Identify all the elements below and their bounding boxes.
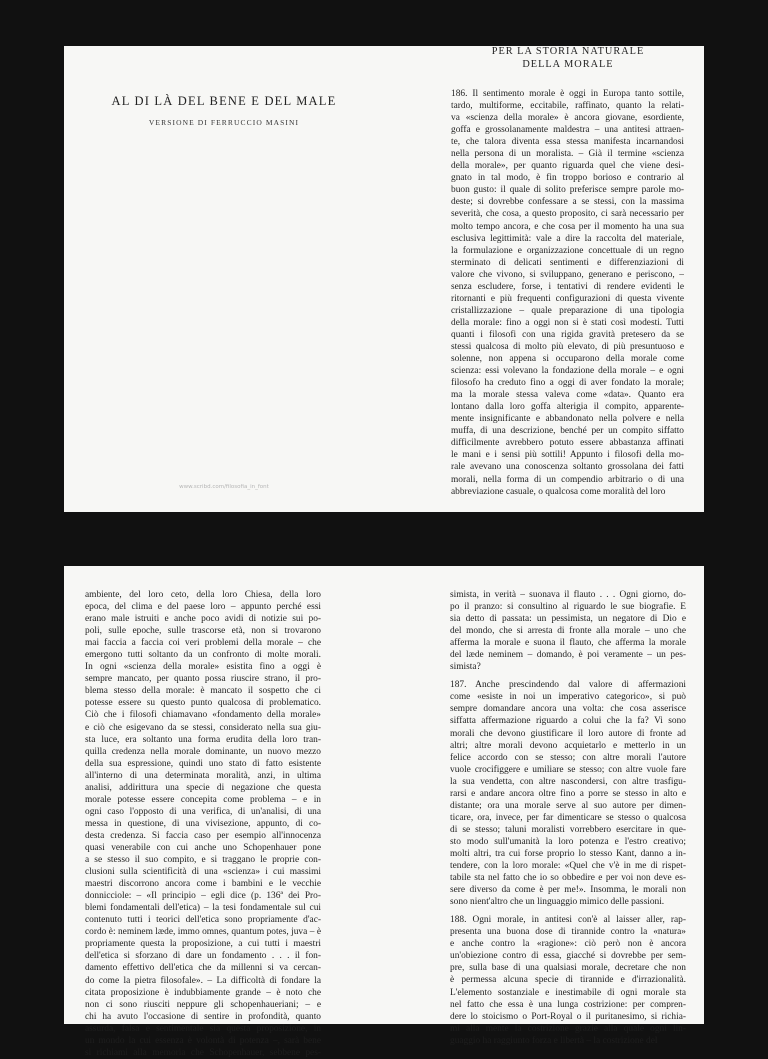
text-line: contenuto tutti i teorici dell'etica sono propriamente d'ac- bbox=[85, 915, 321, 926]
text-line: mai faccia a faccia coi veri problemi della morale – che bbox=[85, 638, 321, 649]
text-line: rarsi e andare ancora oltre fino a porre se stesso in alto e bbox=[450, 788, 686, 799]
text-line: simista, in verità – suonava il flauto . . . Ogni giorno, do- bbox=[450, 590, 686, 600]
text-line: blemi fondamentali dell'etica) – la tesi fondamentale sul cui bbox=[85, 903, 321, 914]
chapter-heading-line-1: PER LA STORIA NATURALE bbox=[491, 46, 645, 57]
text-line: distante; ora una morale serve al suo autore per dimen- bbox=[450, 800, 686, 811]
text-line: è permessa alcuna specie di tirannide e d'irrazionalità. bbox=[450, 975, 686, 986]
text-line: morali, nella forma di un compendio arbitrario o di una bbox=[451, 474, 684, 485]
text-line: analisi, addirittura una specie di negazione che questa bbox=[85, 782, 321, 793]
text-line: do come la pietra filosofale». – La difficoltà di fondare la bbox=[85, 975, 321, 986]
text-line: all'interno di una determinata moralità, anzi, in ultima bbox=[85, 770, 321, 781]
text-line: pre, sulla base di una qualsiasi morale, decretare che non bbox=[450, 963, 686, 974]
text-line: gnato in tal modo, è fin troppo borioso e contrario al bbox=[451, 173, 684, 184]
text-line: la sua vendetta, con altre nascondersi, con altre trasfigu- bbox=[450, 776, 686, 787]
text-line: esclusiva legittimità: vale a dire la raccolta del materiale, bbox=[451, 233, 684, 244]
text-line: cristallizzazione – quale preparazione di una tipologia bbox=[451, 305, 684, 316]
sections-187-188-text bbox=[450, 589, 686, 1047]
text-line: ogni caso l'opposto di una verifica, di un'analisi, di una bbox=[85, 806, 321, 817]
continuation-text bbox=[85, 589, 321, 1059]
text-line: stessi qualcosa di molto più elevato, di più presuntuoso e bbox=[451, 341, 684, 352]
text-line: chi ha avuto l'occasione di sentire in profondità, quanto bbox=[85, 1011, 321, 1022]
text-line: potesse essere su questo punto qualcosa di problematico. bbox=[85, 698, 321, 709]
text-line: della sua espressione, quindi uno stato di fatto esistente bbox=[85, 758, 321, 769]
text-line: donnicciole: – «Il principio – egli dice (p. 136ª dei Pro- bbox=[85, 891, 321, 902]
text-line: scienza: essi volevano la fondazione della morale – e ogni bbox=[451, 366, 684, 377]
text-line: della morale: fino a oggi non si è stati così modesti. Tutti bbox=[451, 317, 684, 328]
text-line: maestri discorrono ancora come i bambini e le vecchie bbox=[85, 879, 321, 890]
text-line: ma la morale stessa valeva come «data». Quanto era bbox=[451, 390, 684, 401]
text-line: desta credenza. Si faccia caso per esempio all'innocenza bbox=[85, 830, 321, 841]
text-line: 186. Il sentimento morale è oggi in Europa tanto sottile, bbox=[451, 89, 684, 99]
text-line: sta luce, era soltanto una forma erudita della loro tran- bbox=[85, 734, 321, 745]
text-line: dell'etica si sforzano di dare un fondamento . . . il fon- bbox=[85, 951, 321, 962]
text-line: guaggio ha raggiunto forza e libertà – la costrizione del bbox=[450, 1035, 658, 1046]
text-line: molti altri, tra cui forse proprio lo stesso Kant, danno a in- bbox=[450, 848, 686, 859]
text-line: simista? bbox=[450, 662, 481, 673]
text-line: del mondo, che si arresta di fronte alla morale – uno che bbox=[450, 626, 686, 637]
text-line: altri; altre morali devono acquietarlo e metterlo in un bbox=[450, 740, 686, 751]
text-line: siffatta affermazione riguardo a colui che la fa? Vi sono bbox=[450, 716, 686, 727]
text-line: e ciò che esigevano da se stessi, considerato nella sua giu- bbox=[85, 722, 321, 733]
text-line: epoca, del clima e del paese loro – appunto perché essi bbox=[85, 602, 321, 613]
text-line: damento effettivo dell'etica che da millenni si va cercan- bbox=[85, 963, 321, 974]
text-line: citata proposizione è indubbiamente grande – è noto che bbox=[85, 987, 321, 998]
text-line: felice accordo con se stesso; con altre morali l'autore bbox=[450, 752, 686, 763]
text-line: blema stesso della morale: è mancato il sospetto che ci bbox=[85, 686, 321, 697]
text-line: la formulazione e organizzazione concettuale di un regno bbox=[451, 245, 684, 256]
text-line: buon gusto: il quale di solito preferisce sempre parole mo- bbox=[451, 185, 684, 196]
text-line: filosofo ha creduto fino a oggi di aver fondato la morale; bbox=[451, 378, 684, 389]
text-line: non ci sono riusciti neppure gli schopenhaueriani; – e bbox=[85, 999, 321, 1010]
page-top-left bbox=[64, 46, 384, 512]
text-line: 187. Anche prescindendo dal valore di affermazioni bbox=[450, 680, 686, 691]
paragraph-continued bbox=[450, 589, 686, 673]
text-line: ritornanti e più frequenti configurazioni di questa vivente bbox=[451, 293, 684, 304]
text-line: sere diverso da come è per me!». Insomma, le morali non bbox=[450, 885, 686, 896]
text-line: solenne, non appena si occuparono della morale come bbox=[451, 354, 684, 365]
text-line: te, che talora diventa essa stessa manifesta incarnandosi bbox=[451, 137, 684, 148]
text-line: morali che devono giustificare il loro autore di fronte ad bbox=[450, 728, 686, 739]
text-line: si richiami alla memoria che Schopenhauer, sebbene pes- bbox=[85, 1047, 321, 1058]
text-line: deste; si dovrebbe confessare a se stessi, con la massima bbox=[451, 197, 684, 208]
text-line: difficilmente avrebbero potuto essere abbastanza affinati bbox=[451, 438, 684, 449]
text-line: messa in questione, di una vivisezione, appunto, di co- bbox=[85, 818, 321, 829]
text-line: L'elemento sostanziale e inestimabile di ogni morale sta bbox=[450, 987, 686, 998]
text-line: po il pranzo: si consultino al riguardo le sue biografie. E bbox=[450, 602, 686, 613]
text-line: morale potesse essere concepita come problema – e in bbox=[85, 794, 321, 805]
text-line: clusioni sulla scientificità di una «scienza» i cui massimi bbox=[85, 867, 321, 878]
title-block bbox=[64, 94, 384, 127]
text-line: a se stesso il suo compito, e si traggano le proprie con- bbox=[85, 855, 321, 866]
text-line: erano male istruiti e anche poco avidi di notizie sui po- bbox=[85, 614, 321, 625]
text-line: mi alla mente la costrizione grazie alla quale ogni lin- bbox=[450, 1023, 686, 1034]
text-line: valore che vivono, si sviluppano, generano e periscono, – bbox=[451, 269, 684, 280]
chapter-heading-line-2: DELLA MORALE bbox=[522, 58, 614, 70]
text-line: sempre domandare ancora una volta: che cosa asserisce bbox=[450, 704, 686, 715]
text-line: tendere, con la loro morale: «Quel che v'è in me di rispet- bbox=[450, 861, 686, 872]
text-line: nel fatto che essa è una lunga costrizione: per compren- bbox=[450, 999, 686, 1010]
section-186-text bbox=[451, 88, 684, 498]
text-line: tabile sta nel fatto che io so obbedire e per voi non deve es- bbox=[450, 873, 686, 884]
text-line: presenta una buona dose di tirannide contro la «natura» bbox=[450, 927, 686, 938]
text-line: quasi venerabile con cui anche uno Schopenhauer pone bbox=[85, 842, 321, 853]
watermark: www.scribd.com/filosofia_in_font bbox=[179, 484, 269, 490]
text-line: vuole crocifiggere e umiliare se stesso; con altre vuole fare bbox=[450, 764, 686, 775]
text-line: In ogni «scienza della morale» esistita fino a oggi è bbox=[85, 662, 321, 673]
text-line: le mani e i sensi più sottili! Appunto i filosofi della mo- bbox=[451, 450, 684, 461]
text-line: sempre mancato, per quanto possa riuscire strano, il pro- bbox=[85, 674, 321, 685]
text-line: mente insignificante e abbandonato nella polvere e nella bbox=[451, 414, 684, 425]
text-line: propriamente questa la proposizione, a cui tutti i maestri bbox=[85, 939, 321, 950]
text-line: e anche contro la «ragione»: ciò però non è ancora bbox=[450, 939, 686, 950]
chapter-heading bbox=[450, 46, 686, 71]
page-bottom-left bbox=[64, 566, 384, 1058]
text-line: quanti i filosofi con una rigida gravità pretesero da se bbox=[451, 329, 684, 340]
text-line: abbreviazione casuale, o qualcosa come moralità del loro bbox=[451, 486, 666, 497]
text-line: sto modo sull'umanità la loro potenza e l'estro creativo; bbox=[450, 836, 686, 847]
text-line: va «scienza della morale» è ancora giovane, esordiente, bbox=[451, 113, 684, 124]
text-line: come «esiste in noi un imperativo categorico», si può bbox=[450, 692, 686, 703]
text-line: rale avevano una conoscenza soltanto grossolana dei fatti bbox=[451, 462, 684, 473]
text-line: severità, che cosa, a questo proposito, ci sarà necessario per bbox=[451, 209, 684, 220]
page-top-right bbox=[384, 46, 704, 512]
text-line: di se stesso; taluni moralisti vorrebbero esercitare in que- bbox=[450, 824, 686, 835]
text-line: cordo è: neminem læde, immo omnes, quantum potes, juva – è bbox=[85, 927, 321, 938]
text-line: Ciò che i filosofi chiamavano «fondamento della morale» bbox=[85, 710, 321, 721]
page-bottom-right bbox=[384, 566, 704, 1046]
text-line: sterminato di delicati sentimenti e differenziazioni di bbox=[451, 257, 684, 268]
text-line: lontano dalla loro goffa alterigia il compito, apparente- bbox=[451, 402, 684, 413]
text-line: afferma la morale e suona il flauto, che afferma la morale bbox=[450, 638, 686, 649]
text-line: 188. Ogni morale, in antitesi con'è al laisser aller, rap- bbox=[450, 915, 686, 926]
text-line: muffa, di una descrizione, benché per un compito siffatto bbox=[451, 426, 684, 437]
text-line: nella persona di un moralista. – Già il termine «scienza bbox=[451, 149, 684, 160]
text-line: della morale», per quanto riguarda quel che viene desi- bbox=[451, 161, 684, 172]
text-line: sono nient'altro che un linguaggio mimico delle passioni. bbox=[450, 897, 665, 908]
text-line: assurda, falsa e sentimentale sia questa proposizione, in bbox=[85, 1023, 321, 1034]
translator-subtitle: VERSIONE DI FERRUCCIO MASINI bbox=[148, 118, 300, 127]
text-line: dere lo stoicismo o Port-Royal o il puritanesimo, si richia- bbox=[450, 1011, 686, 1022]
text-line: un mondo la cui essenza è volontà di potenza –, sarà bene bbox=[85, 1035, 321, 1046]
text-line: goffa e grossolanamente maldestra – una antitesi attraen- bbox=[451, 125, 684, 136]
section-188-paragraph bbox=[450, 914, 686, 1047]
text-line: ticare, ora, invece, per far dimenticare se stesso o qualcosa bbox=[450, 812, 686, 823]
text-line: quilla credenza nella morale dominante, un nuovo mezzo bbox=[85, 746, 321, 757]
text-line: tardo, multiforme, eccitabile, raffinato, quanto la relati- bbox=[451, 101, 684, 112]
text-line: del læde neminem – domando, è poi veramente – un pes- bbox=[450, 650, 686, 661]
section-187-paragraph bbox=[450, 679, 686, 908]
text-line: emergono tutti soltanto da un confronto di molte morali. bbox=[85, 650, 321, 661]
book-title: AL DI LÀ DEL BENE E DEL MALE bbox=[111, 94, 337, 108]
text-line: un'obiezione contro di essa, giacché si dovrebbe per sem- bbox=[450, 951, 686, 962]
text-line: sia detto di passata: un pessimista, un negatore di Dio e bbox=[450, 614, 686, 625]
text-line: senza escludere, forse, i tentativi di rendere evidenti le bbox=[451, 281, 684, 292]
text-line: poli, sulle epoche, sulle trascorse età, non si trovarono bbox=[85, 626, 321, 637]
text-line: ambiente, del loro ceto, della loro Chiesa, della loro bbox=[85, 590, 321, 600]
text-line: molto tempo ancora, e che cosa per il momento ha una sua bbox=[451, 221, 684, 232]
